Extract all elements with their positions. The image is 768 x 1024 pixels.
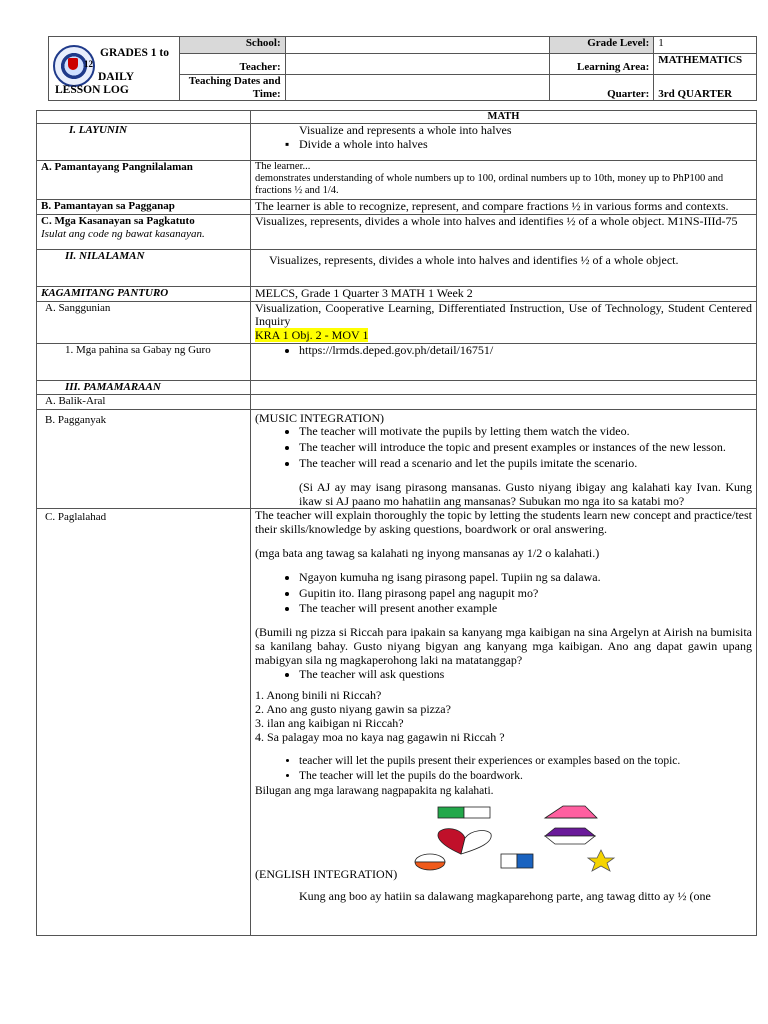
grade-label: Grade Level:	[549, 37, 654, 54]
circle-half-icon	[415, 854, 445, 870]
balik-blank	[251, 394, 757, 409]
nilalaman-label: II. NILALAMAN	[37, 249, 251, 286]
school-label: School:	[179, 37, 285, 54]
school-field[interactable]	[285, 37, 549, 54]
grade-field[interactable]: 1	[654, 37, 757, 54]
heart-half-icon	[438, 829, 491, 854]
pagganyak-item: • The teacher will read a scenario and let the pupils imitate the scenario.	[299, 457, 752, 471]
square-half-icon	[501, 854, 533, 868]
sanggunian-cell	[251, 301, 757, 343]
paglalahad-note: (mga bata ang tawag sa kalahati ng inyong mansanas ay 1/2 o kalahati.)	[255, 546, 600, 561]
pagganyak-item: • The teacher will introduce the topic and present examples or instances of the new lesson.	[299, 441, 752, 455]
layunin-item: Divide a whole into halves	[299, 136, 428, 151]
pink-trapezoid-icon	[545, 806, 597, 818]
b-text: The learner is able to recognize, represent, and compare fractions ½ in various forms and contexts.	[251, 200, 757, 215]
present-item: • The teacher will let the pupils do the boardwork.	[299, 770, 752, 783]
kra-highlight: KRA 1 Obj. 2 - MOV 1	[255, 328, 369, 343]
ask-item: • The teacher will ask questions	[299, 668, 752, 682]
layunin-item-bullet: ▪ Divide a whole into halves	[285, 136, 428, 151]
layunin-item: Visualize and represents a whole into halves	[299, 123, 512, 138]
quarter-field[interactable]: 3rd QUARTER	[654, 75, 757, 101]
kagamitan-label: KAGAMITANG PANTURO	[37, 286, 251, 301]
question-item: 1. Anong binili ni Riccah?	[255, 688, 382, 703]
rectangle-half-icon	[438, 807, 490, 818]
halves-picture-set	[255, 798, 752, 868]
pamamaraan-blank	[251, 381, 757, 395]
paglalahad-item: • The teacher will present another example	[299, 602, 752, 616]
nilalaman-text: Visualizes, represents, divides a whole into halves and identifies ½ of a whole object.	[251, 249, 757, 286]
question-item: 2. Ano ang gusto niyang gawin sa pizza?	[255, 702, 451, 717]
title-num: 12	[84, 59, 93, 69]
c-label: C. Mga Kasanayan sa Pagkatuto	[41, 214, 195, 227]
gabay-link[interactable]: • https://lrmds.deped.gov.ph/detail/16751/	[299, 344, 752, 358]
dates-label: Teaching Dates and Time:	[179, 75, 285, 101]
pagganyak-cell	[251, 409, 757, 509]
b-label: B. Pamantayan sa Pagganap	[37, 200, 251, 215]
c-sub: Isulat ang code ng bawat kasanayan.	[41, 227, 205, 240]
paglalahad-intro: The teacher will explain thoroughly the topic by letting the students learn new concept and practice/test their skills/knowledge by asking questions, boardwork or oral answering.	[255, 508, 752, 537]
pagganyak-item: • The teacher will motivate the pupils by letting them watch the video.	[299, 425, 752, 439]
question-item: 3. ilan ang kaibigan ni Riccah?	[255, 716, 404, 731]
star-icon	[588, 850, 614, 871]
title-line2: DAILY	[98, 71, 135, 83]
pagganyak-scenario: (Si AJ ay may isang pirasong mansanas. Gusto niyang ibigay ang kalahati kay Ivan. Kung ikaw si AJ paano mo hahatiin ang mansanas? Subukan mo nga ito sa katabi mo?	[299, 479, 752, 508]
a-text2: demonstrates understanding of whole numbers up to 100, ordinal numbers up to 10th, money up to PhP100 and fractions ½ and 1/4.	[255, 173, 724, 197]
gabay-cell	[251, 344, 757, 381]
present-item: • teacher will let the pupils present their experiences or examples based on the topic.	[299, 755, 752, 768]
layunin-label: I. LAYUNIN	[37, 124, 251, 161]
area-label: Learning Area:	[549, 54, 654, 75]
english-head: (ENGLISH INTEGRATION)	[255, 867, 398, 882]
paglalahad-item: • Gupitin ito. Ilang pirasong papel ang nagupit mo?	[299, 587, 752, 601]
halves-shapes	[405, 802, 768, 876]
title-line3: LESSON LOG	[55, 84, 129, 96]
lesson-table	[36, 110, 757, 936]
gabay-label: 1. Mga pahina sa Gabay ng Guro	[37, 344, 251, 381]
sanggunian-text: Visualization, Cooperative Learning, Differentiated Instruction, Use of Technology, Student Centered Inquiry	[255, 300, 752, 329]
layunin-cell	[251, 124, 757, 161]
bilugan-text: Bilugan ang mga larawang nagpapakita ng kalahati.	[255, 785, 494, 798]
kagamitan-text: MELCS, Grade 1 Quarter 3 MATH 1 Week 2	[251, 286, 757, 301]
paglalahad-label: C. Paglalahad	[37, 509, 251, 936]
c-cell-left	[37, 214, 251, 249]
header-table	[48, 36, 757, 101]
question-item: 4. Sa palagay moa no kaya nag gagawin ni Riccah ?	[255, 729, 505, 744]
paglalahad-cell	[251, 509, 757, 936]
teacher-field[interactable]	[285, 54, 549, 75]
logo-cell	[49, 37, 180, 101]
quarter-label: Quarter:	[549, 75, 654, 101]
balik-label: A. Balik-Aral	[37, 394, 251, 409]
a-label: A. Pamantayang Pangnilalaman	[37, 161, 251, 200]
english-text: Kung ang boo ay hatiin sa dalawang magkaparehong parte, ang tawag ditto ay ½ (one	[299, 889, 711, 904]
pagganyak-label: B. Pagganyak	[37, 409, 251, 509]
sanggunian-label: A. Sanggunian	[37, 301, 251, 343]
c-text: Visualizes, represents, divides a whole into halves and identifies ½ of a whole object. M1NS-IIId-75	[251, 214, 757, 249]
paglalahad-item: • Ngayon kumuha ng isang pirasong papel. Tupiin ng sa dalawa.	[299, 571, 752, 585]
pizza-text: (Bumili ng pizza si Riccah para ipakain sa kanyang mga kaibigan na sina Argelyn at Airish na bumisita sa kanilang bahay. Gusto niyang bigyan ang kanyang mga kaibigan. Ano ang dapat gawin upang mabigyan sila ng magkaperohong laki na matatanggap?	[255, 625, 752, 667]
hexagon-half-icon	[545, 828, 595, 844]
a-cell	[251, 161, 757, 200]
teacher-label: Teacher:	[179, 54, 285, 75]
a-text1: The learner...	[255, 161, 311, 173]
area-field[interactable]: MATHEMATICS	[654, 54, 757, 75]
subject-header: MATH	[251, 111, 757, 124]
subject-blank	[37, 111, 251, 124]
pagganyak-head: (MUSIC INTEGRATION)	[255, 410, 384, 425]
pamamaraan-label: III. PAMAMARAAN	[37, 381, 251, 395]
dates-field[interactable]	[285, 75, 549, 101]
title-line1: GRADES 1 to	[100, 47, 170, 59]
